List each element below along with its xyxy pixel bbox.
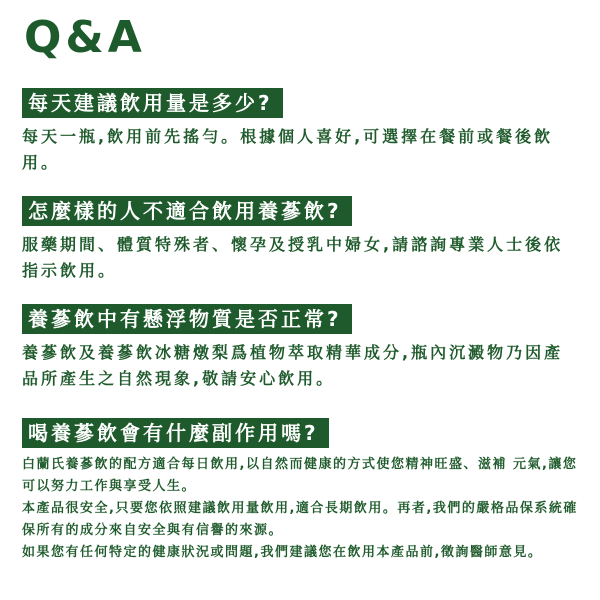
page-title: Q&A: [24, 12, 146, 63]
answer-paragraph: 白蘭氏養蔘飲的配方適合每日飲用,以自然而健康的方式使您精神旺盛、滋補 元氣,讓您可以努力工作與享受人生。: [22, 457, 578, 494]
qa-section-2: [22, 196, 582, 284]
answer-paragraph: 本產品很安全,只要您依照建議飲用量飲用,適合長期飲用。再者,我們的嚴格品保系統確保所有的成分來自安全與有信譽的來源。: [22, 501, 578, 538]
answer-paragraph: 服藥期間、體質特殊者、懷孕及授乳中婦女,請諮詢專業人士後依指示飲用。: [22, 235, 564, 280]
answer-text: [22, 340, 582, 392]
answer-text: [22, 232, 582, 284]
question-heading: 喝養蔘飲會有什麼副作用嗎?: [22, 418, 329, 448]
answer-paragraph: 如果您有任何特定的健康狀況或問題,我們建議您在飲用本產品前,徵詢醫師意見。: [22, 545, 543, 560]
qa-section-1: [22, 88, 582, 176]
question-heading: 養蔘飲中有懸浮物質是否正常?: [22, 304, 352, 334]
qa-section-4: [22, 418, 582, 564]
answer-text: [22, 124, 582, 176]
answer-paragraph: 每天一瓶,飲用前先搖勻。根據個人喜好,可選擇在餐前或餐後飲用。: [22, 127, 554, 172]
question-heading: 每天建議飲用量是多少?: [22, 88, 283, 118]
answer-paragraph: 養蔘飲及養蔘飲冰糖燉梨爲植物萃取精華成分,瓶內沉澱物乃因產品所產生之自然現象,敬請安心飲用。: [22, 343, 564, 388]
answer-text: [22, 454, 582, 564]
question-heading: 怎麼樣的人不適合飲用養蔘飲?: [22, 196, 352, 226]
qa-section-3: [22, 304, 582, 392]
